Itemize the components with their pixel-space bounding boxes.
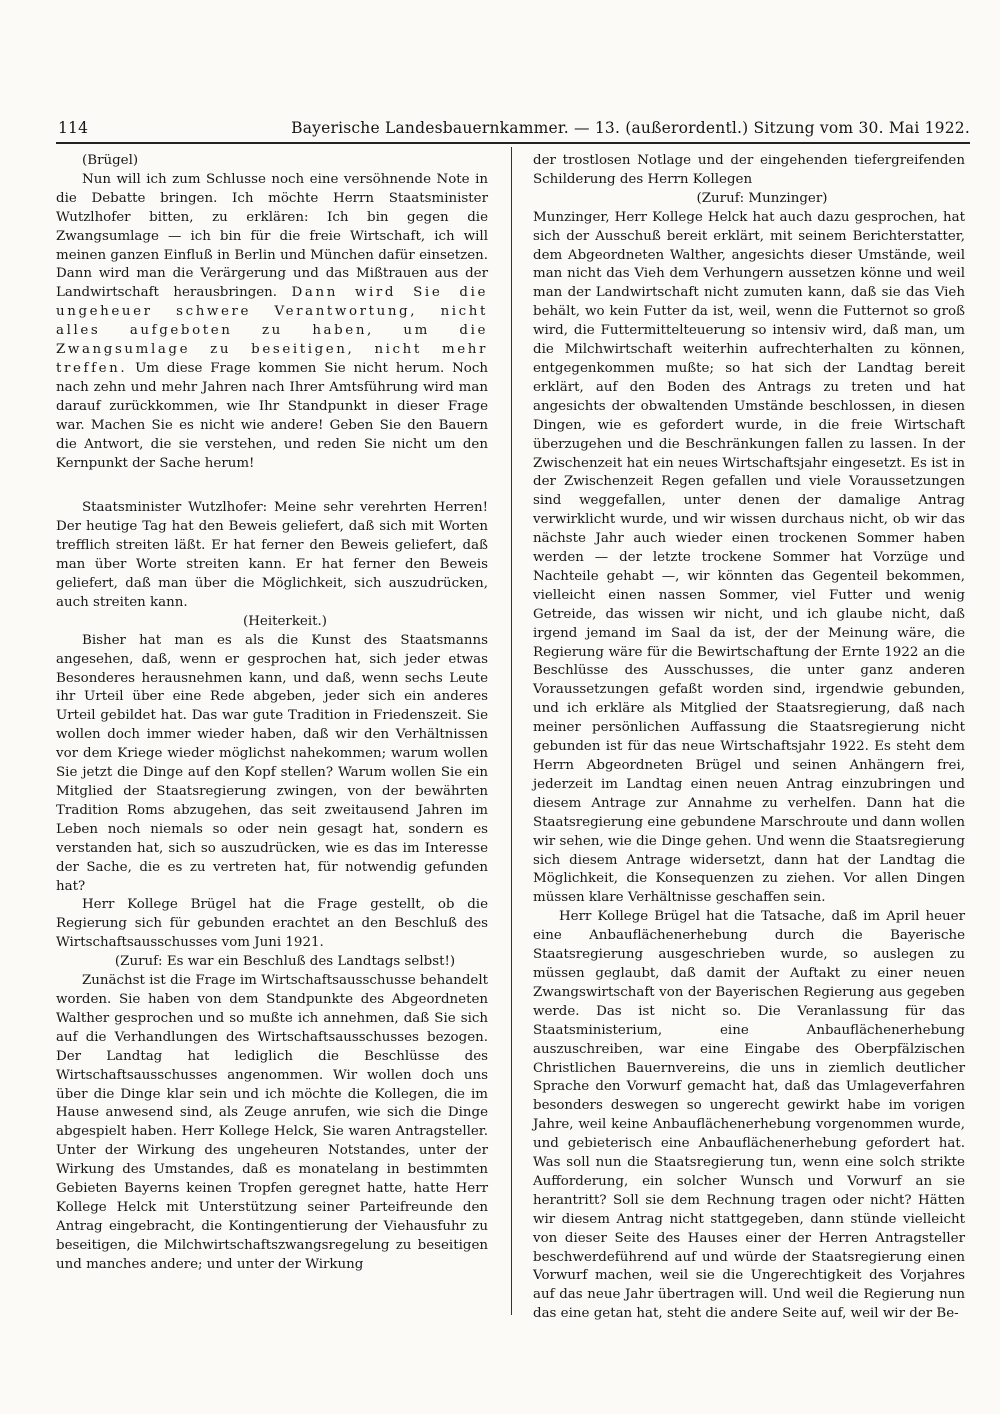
paragraph: Herr Kollege Brügel hat die Frage gestellt, ob die Regierung sich für gebunden erachtet an den Beschluß des Wirtschaftsausschusses vom Juni 1921.: [56, 897, 488, 951]
interjection: (Heiterkeit.): [243, 613, 327, 629]
paragraph: Bisher hat man es als die Kunst des Staatsmanns angesehen, daß, wenn er gesprochen hat, sich jeder etwas Besonderes herausnehmen kann, und daß, wenn sechs Leute ihr Urteil über eine Rede abgeben, jeder sich ein anderes Urteil gebildet hat. Das war gute Tradition in Friedenszeit. Sie wollen doch immer wieder haben, daß wir den Verhältnissen vor dem Kriege wieder möglichst nahekommen; warum wollen Sie jetzt die Dinge auf den Kopf stellen? Warum wollen Sie ein Mitglied der Staatsregierung zwingen, von der bewährten Tradition Roms abzugehen, das seit zweitausend Jahren im Leben noch niemals so oder nein gesagt hat, sondern es verstanden hat, sich so auszudrücken, wie es das im Interesse der Sache, die es zu vertreten hat, für notwendig gefunden hat?: [56, 632, 488, 894]
running-title: Bayerische Landesbauernkammer. — 13. (außerordentl.) Sitzung vom 30. Mai 1922.: [291, 119, 970, 137]
paragraph: [56, 171, 488, 474]
interjection: (Zuruf: Es war ein Beschluß des Landtags selbst!): [114, 954, 456, 970]
right-column: [533, 152, 965, 1324]
paragraph: Zunächst ist die Frage im Wirtschaftsausschusse behandelt worden. Sie haben von dem Standpunkte des Abgeordneten Walther gesprochen und so mußte ich annehmen, daß Sie sich auf die Verhandlungen des Wirtschaftsausschusses bezogen. Der Landtag hat lediglich die Beschlüsse des Wirtschaftsausschusses angenommen. Wir wollen doch uns über die Dinge klar sein und ich möchte die Kollegen, die im Hause anwesend sind, als Zeuge anrufen, wie sich die Dinge abgespielt haben. Herr Kollege Helck, Sie waren Antragsteller. Unter der Wirkung des ungeheuren Notstandes, unter der Wirkung des Umstandes, daß es monatelang in bestimmten Gebieten Bayerns keinen Tropfen geregnet hatte, hatte Herr Kollege Helck mit Unterstützung seiner Parteifreunde den Antrag eingebracht, die Kontingentierung der Viehausfuhr zu beseitigen, die Milchwirtschaftszwangsregelung zu beseitigen und manches andere; und unter der Wirkung: [56, 973, 488, 1272]
header-rule: [56, 142, 970, 144]
text-run: Um diese Frage kommen Sie nicht herum. Noch nach zehn und mehr Jahren nach Ihrer Amtsführung wird man darauf zurückkommen, wie Ihr Standpunkt in dieser Frage war. Machen Sie es nicht wie andere! Geben Sie den Bauern die Antwort, die sie verstehen, und reden Sie nicht um den Kernpunkt der Sache herum!: [56, 360, 488, 471]
interjection: (Zuruf: Munzinger): [696, 190, 828, 206]
text-run: Nun will ich zum Schlusse noch eine versöhnende Note in die Debatte bringen. Ich möchte Herrn Staatsminister Wutzlhofer bitten, zu erklären: Ich bin gegen die Zwangsumlage — ich bin für die freie Wirtschaft, ich will meinen ganzen Einfluß in Berlin und München dafür einsetzen. Dann wird man die Verärgerung und das Mißtrauen aus der Landwirtschaft herausbringen.: [56, 171, 488, 301]
spaced-emphasis: Dann wird Sie die ungeheuer schwere Verantwortung, nicht alles aufgeboten zu haben, um die Zwangsumlage zu beseitigen, nicht mehr treffen.: [56, 285, 488, 376]
page-header: [58, 117, 970, 139]
paragraph: Herr Kollege Brügel hat die Tatsache, daß im April heuer eine Anbauflächenerhebung durch die Bayerische Staatsregierung ausgeschrieben wurde, so auslegen zu müssen geglaubt, daß damit der Auftakt zu einer neuen Zwangswirtschaft von der Bayerischen Regierung aus gegeben werde. Das ist nicht so. Die Veranlassung für das Staatsministerium, eine Anbauflächenerhebung auszuschreiben, war eine Eingabe des Oberpfälzischen Christlichen Bauernvereins, die uns in ziemlich deutlicher Sprache den Vorwurf gemacht hat, daß das Umlageverfahren besonders deswegen so ungerecht gewirkt habe im vorigen Jahre, weil keine Anbauflächenerhebung vorgenommen wurde, und gebieterisch eine Anbauflächenerhebung gefordert hat. Was soll nun die Staatsregierung tun, wenn eine solch strikte Aufforderung, ein solcher Wunsch und Vorwurf an sie herantritt? Soll sie dem Rechnung tragen oder nicht? Hätten wir diesem Antrag nicht stattgegeben, dann stünde vielleicht von dieser Seite des Hauses einer der Herren Antragsteller beschwerdeführend auf und würde der Staatsregierung einen Vorwurf machen, weil sie die Ungerechtigkeit des Vorjahres auf das neue Jahr übertragen will. Und weil die Regierung nun das eine getan hat, steht die andere Seite auf, weil wir der Be-: [533, 909, 965, 1322]
paragraph: Munzinger, Herr Kollege Helck hat auch dazu gesprochen, hat sich der Ausschuß bereit erklärt, mit seinem Berichterstatter, dem Abgeordneten Walther, angesichts dieser Umstände, weil man nicht das Vieh dem Verhungern aussetzen könne und weil man der Landwirtschaft nicht zumuten kann, daß sie das Vieh behält, wo kein Futter da ist, weil, wenn die Futternot so groß wird, die Futtermittelteuerung so intensiv wird, daß man, um die Milchwirtschaft weiterhin aufrechterhalten zu können, entgegenkommen mußte; so hat sich der Landtag bereit erklärt, auf den Boden des Antrags zu treten und hat angesichts der obwaltenden Umstände beschlossen, in diesen Dingen, wie es gefordert wurde, in die freie Wirtschaft überzugehen und die Beschränkungen fallen zu lassen. In der Zwischenzeit hat ein neues Wirtschaftsjahr eingesetzt. Es ist in der Zwischenzeit Regen gefallen und viele Voraussetzungen sind weggefallen, unter denen der damalige Antrag verwirklicht wurde, und wir wissen durchaus nicht, ob wir das nächste Jahr auch wieder einen trockenen Sommer haben werden — der letzte trockene Sommer hat Vorzüge und Nachteile gehabt —, wir könnten das Gegenteil bekommen, vielleicht einen nassen Sommer, viel Futter und wenig Getreide, das wissen wir nicht, und ich glaube nicht, daß irgend jemand im Saal da ist, der der Meinung wäre, die Regierung wäre für die Bewirtschaftung der Ernte 1922 an die Beschlüsse des Ausschusses, die unter ganz anderen Voraussetzungen gefaßt worden sind, irgendwie gebunden, und ich erkläre als Mitglied der Staatsregierung, daß nach meiner persönlichen Auffassung die Staatsregierung nicht gebunden ist für das neue Wirtschaftsjahr 1922. Es steht dem Herrn Abgeordneten Brügel und seinen Anhängern frei, jederzeit im Landtag einen neuen Antrag einzubringen und diesem Antrage zur Annahme zu verhelfen. Dann hat die Staatsregierung eine gebundene Marschroute und dann wollen wir sehen, wie die Dinge gehen. Und wenn die Staatsregierung sich diesem Antrage widersetzt, dann hat der Landtag die Möglichkeit, die Konsequenzen zu ziehen. Vor allen Dingen müssen klare Verhältnisse geschaffen sein.: [533, 209, 965, 906]
paragraph: der trostlosen Notlage und der eingehenden tiefergreifenden Schilderung des Herrn Kollegen: [533, 153, 965, 187]
paragraph: Staatsminister Wutzlhofer: Meine sehr verehrten Herren! Der heutige Tag hat den Beweis geliefert, daß sich mit Worten trefflich streiten läßt. Er hat ferner den Beweis geliefert, daß man über Worte streiten kann. Er hat ferner den Beweis geliefert, daß man über die Möglichkeit, sich auszudrücken, auch streiten kann.: [56, 500, 488, 610]
column-divider: [511, 147, 512, 1315]
speaker-tag: (Brügel): [82, 153, 139, 168]
left-column: [56, 152, 488, 1275]
page-number: 114: [58, 119, 89, 137]
